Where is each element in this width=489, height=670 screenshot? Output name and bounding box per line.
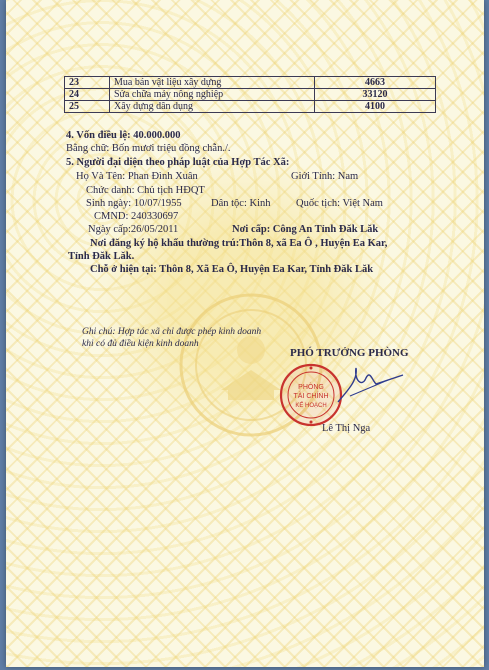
table-row [65,89,436,101]
signatory-title: PHÓ TRƯỞNG PHÒNG [290,347,409,359]
sector-name: Mua bán vật liệu xây dựng [110,77,315,89]
sector-number: 24 [65,89,110,101]
representative-residence-province: Tỉnh Đăk Lăk. [68,251,135,262]
svg-text:TÀI CHÍNH: TÀI CHÍNH [293,393,329,400]
representative-gender: Giới Tính: Nam [291,171,359,182]
table-row [65,101,436,113]
business-sector-table [64,76,436,113]
sector-code: 33120 [315,89,436,101]
representative-residence: Nơi đăng ký hộ khẩu thường trú:Thôn 8, xã Ea Ô , Huyện Ea Kar, [90,238,388,249]
footnote: Ghi chú: Hợp tác xã chỉ được phép kinh doanh khi có đủ điều kiện kinh doanh [82,327,262,349]
sector-name: Sửa chữa máy nông nghiệp [110,89,315,101]
handwritten-signature [328,360,408,410]
table-row [65,77,436,89]
signatory-name: Lê Thị Nga [322,423,371,434]
representative-heading: 5. Người đại diện theo pháp luật của Hợp Tác Xã: [66,157,290,168]
representative-name: Họ Và Tên: Phan Đình Xuân [76,171,198,182]
representative-id: CMND: 240330697 [94,211,179,222]
sector-code: 4663 [315,77,436,89]
sector-name: Xây dựng dân dụng [110,101,315,113]
certificate-page [6,0,484,667]
sector-number: 25 [65,101,110,113]
capital-in-words: Bằng chữ: Bốn mươi triệu đồng chẵn./. [66,143,231,154]
representative-issue-place: Nơi cấp: Công An Tỉnh Đăk Lăk [232,224,379,235]
representative-nationality: Quốc tịch: Việt Nam [296,198,383,209]
sector-number: 23 [65,77,110,89]
representative-current-address: Chỗ ở hiện tại: Thôn 8, Xã Ea Ô, Huyện Ea Kar, Tỉnh Đăk Lăk [90,264,374,275]
representative-issue-date: Ngày cấp:26/05/2011 [88,224,179,235]
representative-title: Chức danh: Chủ tịch HĐQT [86,185,205,196]
svg-text:PHÒNG: PHÒNG [298,384,324,391]
representative-dob: Sinh ngày: 10/07/1955 [86,198,182,209]
representative-ethnicity: Dân tộc: Kinh [211,198,271,209]
capital-heading: 4. Vốn điều lệ: 40.000.000 [66,130,181,141]
svg-text:KẾ HOẠCH: KẾ HOẠCH [295,403,327,409]
sector-code: 4100 [315,101,436,113]
